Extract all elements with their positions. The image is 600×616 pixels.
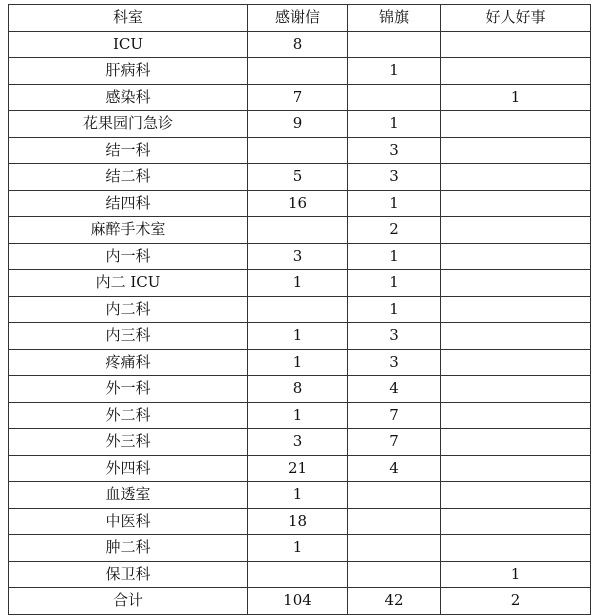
table-row — [9, 31, 591, 58]
thank-you-letters-cell: 5 — [248, 164, 348, 191]
good-deeds-cell — [441, 349, 591, 376]
banners-cell: 1 — [348, 58, 441, 85]
good-deeds-cell — [441, 111, 591, 138]
thank-you-letters-cell: 1 — [248, 482, 348, 509]
good-deeds-cell — [441, 429, 591, 456]
department-cell: 麻醉手术室 — [9, 217, 248, 244]
department-honors-table — [8, 4, 591, 615]
table-row — [9, 455, 591, 482]
department-cell: 感染科 — [9, 84, 248, 111]
thank-you-letters-cell: 9 — [248, 111, 348, 138]
banners-cell: 3 — [348, 164, 441, 191]
thank-you-letters-cell — [248, 561, 348, 588]
total-label-cell: 合计 — [9, 588, 248, 615]
department-cell: 内三科 — [9, 323, 248, 350]
column-header-department: 科室 — [9, 5, 248, 32]
department-cell: 花果园门急诊 — [9, 111, 248, 138]
banners-cell: 1 — [348, 111, 441, 138]
department-cell: 中医科 — [9, 508, 248, 535]
good-deeds-cell — [441, 402, 591, 429]
banners-cell — [348, 535, 441, 562]
good-deeds-cell — [441, 535, 591, 562]
thank-you-letters-cell — [248, 217, 348, 244]
department-cell: 外四科 — [9, 455, 248, 482]
total-banners-cell: 42 — [348, 588, 441, 615]
thank-you-letters-cell: 7 — [248, 84, 348, 111]
column-header-banners: 锦旗 — [348, 5, 441, 32]
thank-you-letters-cell: 1 — [248, 270, 348, 297]
good-deeds-cell — [441, 31, 591, 58]
table-row — [9, 243, 591, 270]
banners-cell — [348, 561, 441, 588]
good-deeds-cell — [441, 376, 591, 403]
table-row — [9, 270, 591, 297]
column-header-thank-you-letters: 感谢信 — [248, 5, 348, 32]
thank-you-letters-cell: 1 — [248, 323, 348, 350]
department-cell: 疼痛科 — [9, 349, 248, 376]
table-row — [9, 217, 591, 244]
department-cell: 肿二科 — [9, 535, 248, 562]
table-row — [9, 84, 591, 111]
total-thank-you-letters-cell: 104 — [248, 588, 348, 615]
banners-cell: 1 — [348, 190, 441, 217]
banners-cell: 7 — [348, 429, 441, 456]
banners-cell — [348, 84, 441, 111]
banners-cell: 3 — [348, 349, 441, 376]
thank-you-letters-cell: 1 — [248, 535, 348, 562]
department-cell: 内二科 — [9, 296, 248, 323]
banners-cell — [348, 31, 441, 58]
good-deeds-cell — [441, 164, 591, 191]
table-row — [9, 535, 591, 562]
good-deeds-cell — [441, 296, 591, 323]
good-deeds-cell: 1 — [441, 561, 591, 588]
thank-you-letters-cell: 8 — [248, 376, 348, 403]
table-row — [9, 58, 591, 85]
good-deeds-cell: 1 — [441, 84, 591, 111]
good-deeds-cell — [441, 455, 591, 482]
department-cell: 内二 ICU — [9, 270, 248, 297]
table-row — [9, 561, 591, 588]
table-row — [9, 190, 591, 217]
department-cell: 结四科 — [9, 190, 248, 217]
table-row — [9, 323, 591, 350]
banners-cell: 3 — [348, 137, 441, 164]
thank-you-letters-cell — [248, 296, 348, 323]
banners-cell — [348, 508, 441, 535]
thank-you-letters-cell: 18 — [248, 508, 348, 535]
department-cell: 外一科 — [9, 376, 248, 403]
good-deeds-cell — [441, 137, 591, 164]
thank-you-letters-cell — [248, 137, 348, 164]
banners-cell: 1 — [348, 243, 441, 270]
banners-cell: 2 — [348, 217, 441, 244]
department-cell: 血透室 — [9, 482, 248, 509]
total-good-deeds-cell: 2 — [441, 588, 591, 615]
thank-you-letters-cell: 16 — [248, 190, 348, 217]
table-row — [9, 111, 591, 138]
good-deeds-cell — [441, 482, 591, 509]
thank-you-letters-cell: 3 — [248, 429, 348, 456]
table-row — [9, 164, 591, 191]
table-row — [9, 296, 591, 323]
banners-cell — [348, 482, 441, 509]
department-cell: 外三科 — [9, 429, 248, 456]
banners-cell: 1 — [348, 270, 441, 297]
banners-cell: 4 — [348, 376, 441, 403]
department-cell: 内一科 — [9, 243, 248, 270]
good-deeds-cell — [441, 58, 591, 85]
good-deeds-cell — [441, 323, 591, 350]
good-deeds-cell — [441, 508, 591, 535]
column-header-good-deeds: 好人好事 — [441, 5, 591, 32]
table-row — [9, 429, 591, 456]
thank-you-letters-cell: 8 — [248, 31, 348, 58]
banners-cell: 7 — [348, 402, 441, 429]
good-deeds-cell — [441, 190, 591, 217]
thank-you-letters-cell: 21 — [248, 455, 348, 482]
department-cell: 保卫科 — [9, 561, 248, 588]
department-cell: 结一科 — [9, 137, 248, 164]
banners-cell: 3 — [348, 323, 441, 350]
good-deeds-cell — [441, 243, 591, 270]
table-row — [9, 402, 591, 429]
banners-cell: 4 — [348, 455, 441, 482]
department-cell: 外二科 — [9, 402, 248, 429]
good-deeds-cell — [441, 217, 591, 244]
table-row — [9, 349, 591, 376]
department-cell: ICU — [9, 31, 248, 58]
thank-you-letters-cell: 1 — [248, 349, 348, 376]
banners-cell: 1 — [348, 296, 441, 323]
thank-you-letters-cell: 3 — [248, 243, 348, 270]
department-cell: 结二科 — [9, 164, 248, 191]
thank-you-letters-cell: 1 — [248, 402, 348, 429]
department-cell: 肝病科 — [9, 58, 248, 85]
header-row — [9, 5, 591, 32]
thank-you-letters-cell — [248, 58, 348, 85]
table-row — [9, 376, 591, 403]
good-deeds-cell — [441, 270, 591, 297]
total-row — [9, 588, 591, 615]
table-row — [9, 482, 591, 509]
table-row — [9, 508, 591, 535]
table-row — [9, 137, 591, 164]
